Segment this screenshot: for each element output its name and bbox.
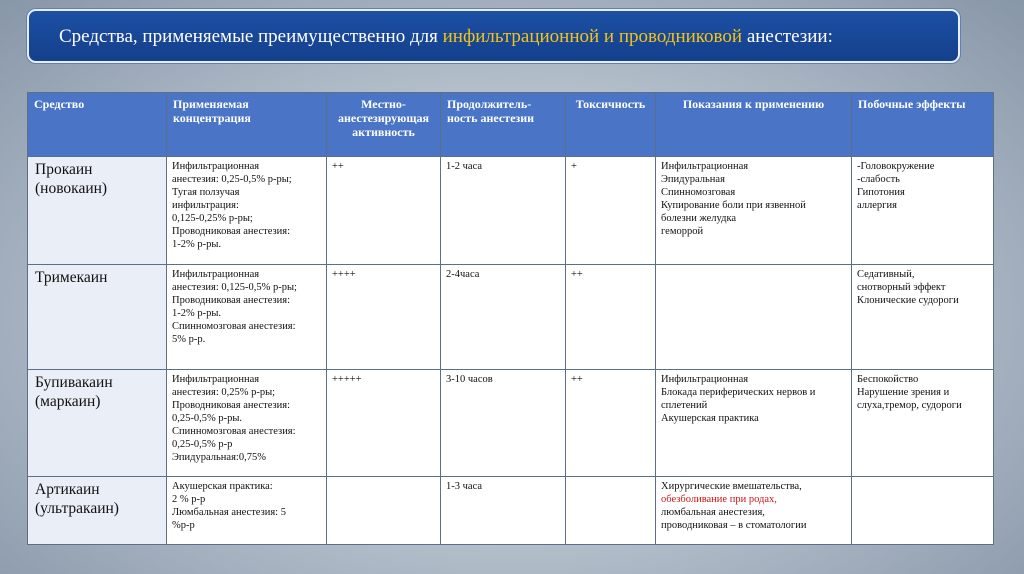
table-row (28, 265, 994, 370)
side-effects-cell-line: Гипотония (857, 187, 905, 198)
concentration-cell-line: 0,25-0,5% р-р (172, 439, 233, 450)
table-row (28, 477, 994, 545)
concentration-cell-line: Инфильтрационная (172, 374, 260, 385)
side-effects-cell (852, 477, 994, 545)
drug-name-cell-line: (маркаин) (35, 393, 101, 410)
toxicity-cell: ++ (566, 265, 656, 370)
drug-name-cell (28, 265, 167, 370)
indications-cell-line: обезболивание при родах, (661, 494, 777, 505)
title-highlight: инфильтрационной и проводниковой (442, 26, 743, 47)
concentration-cell (167, 477, 327, 545)
drug-name-cell-line: Бупивакаин (35, 374, 113, 391)
indications-cell (656, 157, 852, 265)
concentration-cell (167, 157, 327, 265)
side-effects-cell-line: слуха,тремор, судороги (857, 400, 962, 411)
indications-cell (656, 265, 852, 370)
table-row (28, 370, 994, 477)
slide-title (27, 9, 960, 63)
activity-cell: ++++ (327, 265, 441, 370)
drug-name-cell-line: (ультракаин) (35, 500, 119, 517)
indications-cell-line: проводниковая – в стоматологии (661, 520, 807, 531)
indications-cell (656, 477, 852, 545)
indications-cell-line: Спинномозговая (661, 187, 736, 198)
duration-cell: 3-10 часов (441, 370, 566, 477)
drug-name-cell-line: (новокаин) (35, 180, 108, 197)
concentration-cell-line: 1-2% р-ры. (172, 308, 222, 319)
indications-cell-line: люмбальная анестезия, (661, 507, 765, 518)
side-effects-cell-line: -слабость (857, 174, 900, 185)
drug-name-cell (28, 157, 167, 265)
table-row (28, 157, 994, 265)
header-cell: Побочные эффекты (852, 93, 994, 157)
header-cell: Показания к применению (656, 93, 852, 157)
side-effects-cell (852, 265, 994, 370)
side-effects-cell-line: Беспокойство (857, 374, 919, 385)
header-cell: Токсичность (566, 93, 656, 157)
side-effects-cell (852, 157, 994, 265)
header-cell: Местно-анестезирующая активность (327, 93, 441, 157)
side-effects-cell (852, 370, 994, 477)
drug-name-cell-line: Прокаин (35, 161, 93, 178)
concentration-cell-line: 2 % р-р (172, 494, 206, 505)
duration-cell: 1-3 часа (441, 477, 566, 545)
drug-name-cell (28, 370, 167, 477)
side-effects-cell-line: Седативный, (857, 269, 915, 280)
title-text: Средства, применяемые преимущественно для (59, 26, 443, 47)
side-effects-cell-line: Нарушение зрения и (857, 387, 950, 398)
concentration-cell-line: Спинномозговая анестезия: (172, 321, 296, 332)
concentration-cell-line: 1-2% р-ры. (172, 239, 222, 250)
side-effects-cell-line: аллергия (857, 200, 897, 211)
toxicity-cell (566, 477, 656, 545)
activity-cell (327, 477, 441, 545)
concentration-cell (167, 265, 327, 370)
concentration-cell-line: инфильтрация: (172, 200, 239, 211)
duration-cell: 1-2 часа (441, 157, 566, 265)
indications-cell-line: Акушерская практика (661, 413, 759, 424)
concentration-cell-line: Люмбальная анестезия: 5 (172, 507, 286, 518)
indications-cell-line: Инфильтрационная (661, 374, 749, 385)
indications-cell-line: сплетений (661, 400, 708, 411)
indications-cell-line: болезни желудка (661, 213, 737, 224)
drug-name-cell (28, 477, 167, 545)
concentration-cell-line: Инфильтрационная (172, 269, 260, 280)
concentration-cell-line: 5% р-р. (172, 334, 206, 345)
indications-cell-line: Эпидуральная (661, 174, 725, 185)
concentration-cell-line: анестезия: 0,125-0,5% р-ры; (172, 282, 297, 293)
indications-cell (656, 370, 852, 477)
drug-name-cell-line: Артикаин (35, 481, 100, 498)
toxicity-cell: ++ (566, 370, 656, 477)
activity-cell: +++++ (327, 370, 441, 477)
indications-cell-line: Инфильтрационная (661, 161, 749, 172)
indications-cell-line: Блокада периферических нервов и (661, 387, 816, 398)
activity-cell: ++ (327, 157, 441, 265)
anesthetics-table (27, 92, 994, 545)
header-cell: Продолжитель-ность анестезии (441, 93, 566, 157)
header-cell: Применяемая концентрация (167, 93, 327, 157)
concentration-cell-line: Инфильтрационная (172, 161, 260, 172)
side-effects-cell-line: снотворный эффект (857, 282, 946, 293)
side-effects-cell-line: Клонические судороги (857, 295, 959, 306)
indications-cell-line: геморрой (661, 226, 704, 237)
concentration-cell-line: Тугая ползучая (172, 187, 240, 198)
side-effects-cell-line: -Головокружение (857, 161, 935, 172)
duration-cell: 2-4часа (441, 265, 566, 370)
drug-name-cell-line: Тримекаин (35, 269, 108, 286)
concentration-cell-line: 0,125-0,25% р-ры; (172, 213, 253, 224)
concentration-cell-line: Эпидуральная:0,75% (172, 452, 266, 463)
concentration-cell-line: Спинномозговая анестезия: (172, 426, 296, 437)
header-row (28, 93, 994, 157)
concentration-cell-line: Акушерская практика: (172, 481, 273, 492)
concentration-cell-line: Проводниковая анестезия: (172, 400, 291, 411)
concentration-cell (167, 370, 327, 477)
concentration-cell-line: %р-р (172, 520, 195, 531)
concentration-cell-line: анестезия: 0,25-0,5% р-ры; (172, 174, 292, 185)
indications-cell-line: Купирование боли при язвенной (661, 200, 806, 211)
concentration-cell-line: Проводниковая анестезия: (172, 226, 291, 237)
concentration-cell-line: Проводниковая анестезия: (172, 295, 291, 306)
title-text-end: анестезии: (742, 26, 833, 47)
header-cell: Средство (28, 93, 167, 157)
concentration-cell-line: анестезия: 0,25% р-ры; (172, 387, 276, 398)
indications-cell-line: Хирургические вмешательства, (661, 481, 802, 492)
concentration-cell-line: 0,25-0,5% р-ры. (172, 413, 243, 424)
toxicity-cell: + (566, 157, 656, 265)
